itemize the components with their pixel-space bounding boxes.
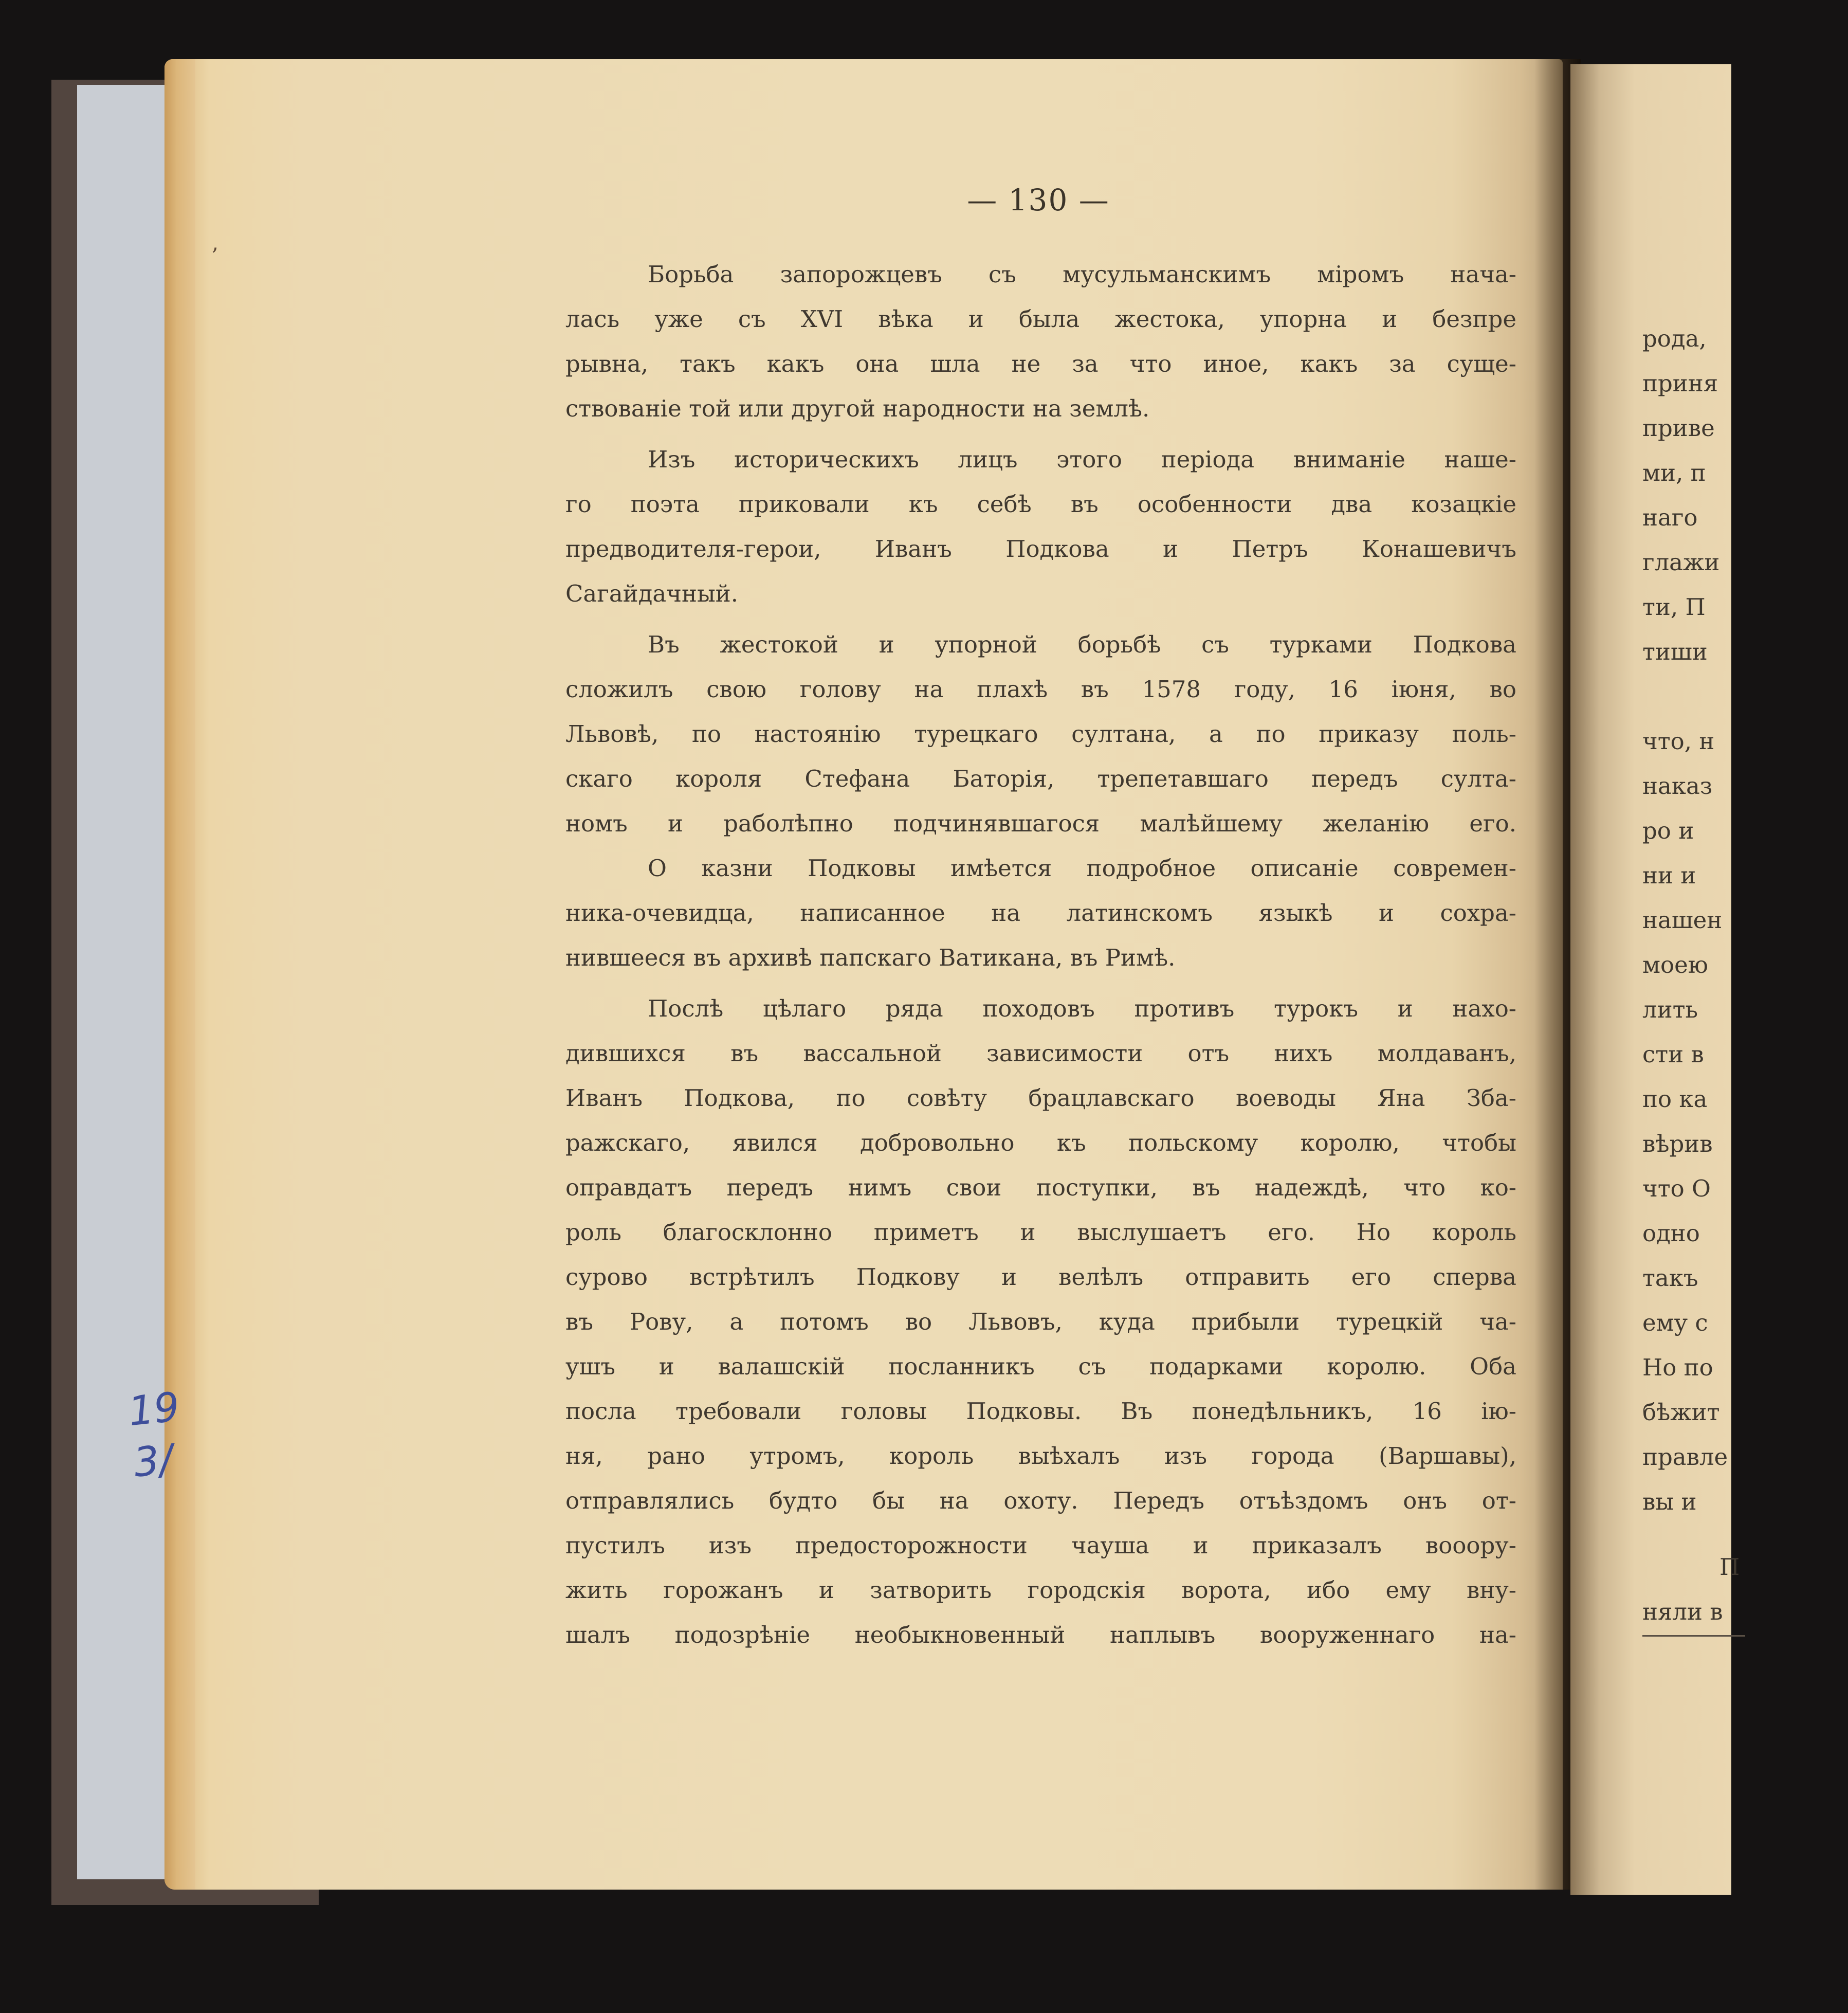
text-line: ствованіе той или другой народности на землѣ.: [565, 395, 1150, 422]
facing-line: по ка: [1642, 1085, 1708, 1113]
text-line: предводителя-герои, Иванъ Подкова и Петръ Конашевичъ: [565, 535, 1516, 563]
text-line: Львовѣ, по настоянію турецкаго султана, а по приказу поль-: [565, 720, 1516, 748]
facing-line: такъ: [1642, 1264, 1698, 1292]
facing-line: ни и: [1642, 862, 1696, 889]
facing-line: одно: [1642, 1220, 1700, 1247]
facing-line: глажи: [1642, 549, 1720, 576]
text-line: рывна, такъ какъ она шла не за что иное, какъ за суще-: [565, 350, 1516, 377]
facing-text: [1642, 316, 1848, 1634]
facing-page: [1570, 64, 1740, 1895]
margin-note-line: 3/: [131, 1436, 175, 1486]
text-line: го поэта приковали къ себѣ въ особенности два козацкіе: [565, 491, 1516, 518]
margin-note-line: 19: [126, 1384, 182, 1436]
facing-line: бѣжит: [1642, 1399, 1720, 1426]
facing-line: вы и: [1642, 1488, 1697, 1515]
facing-line: сти в: [1642, 1041, 1704, 1068]
text-line: въ Рову, а потомъ во Львовъ, куда прибыли турецкій ча-: [565, 1308, 1516, 1335]
facing-line: няли в: [1642, 1598, 1723, 1625]
page-edge: [164, 59, 195, 1890]
text-line: Въ жестокой и упорной борьбѣ съ турками Подкова: [648, 631, 1516, 658]
text-line: роль благосклонно приметъ и выслушаетъ его. Но король: [565, 1219, 1516, 1246]
text-line: лась уже съ XVI вѣка и была жестока, упорна и безпре: [565, 305, 1516, 333]
facing-line: что, н: [1642, 728, 1715, 755]
footnote-rule: [1642, 1635, 1745, 1637]
text-line: жить горожанъ и затворить городскія ворота, ибо ему вну-: [565, 1576, 1516, 1604]
facing-line: ро и: [1642, 817, 1694, 844]
facing-line: наказ: [1642, 772, 1713, 800]
text-line: отправлялись будто бы на охоту. Передъ отъѣздомъ онъ от-: [565, 1487, 1516, 1514]
text-line: шалъ подозрѣніе необыкновенный наплывъ вооруженнаго на-: [565, 1621, 1516, 1648]
facing-line: ми, п: [1642, 459, 1706, 486]
facing-line: вѣрив: [1642, 1130, 1713, 1157]
facing-line: рода,: [1642, 325, 1707, 352]
pencil-mark-icon: ‚: [212, 231, 218, 255]
text-line: ушъ и валашскій посланникъ съ подарками королю. Оба: [565, 1353, 1516, 1380]
text-line: Сагайдачный.: [565, 580, 739, 607]
text-line: ражскаго, явился добровольно къ польскому королю, чтобы: [565, 1129, 1516, 1156]
text-line: О казни Подковы имѣется подробное описаніе современ-: [648, 855, 1516, 882]
text-line: нившееся въ архивѣ папскаго Ватикана, въ Римѣ.: [565, 944, 1176, 971]
facing-line: П: [1719, 1553, 1740, 1581]
text-line: Иванъ Подкова, по совѣту брацлавскаго воеводы Яна Зба-: [565, 1084, 1516, 1112]
text-line: скаго короля Стефана Баторія, трепетавшаго передъ султа-: [565, 765, 1516, 792]
facing-line: нашен: [1642, 906, 1723, 934]
text-column: [565, 252, 1516, 1657]
facing-line: наго: [1642, 504, 1698, 531]
page-number: — 130 —: [967, 183, 1110, 217]
facing-line: ти, П: [1642, 593, 1706, 621]
text-line: номъ и раболѣпно подчинявшагося малѣйшему желанію его.: [565, 810, 1516, 837]
facing-line: правле: [1642, 1443, 1728, 1471]
text-line: Борьба запорожцевъ съ мусульманскимъ міромъ нача-: [648, 261, 1516, 288]
facing-line: моею: [1642, 951, 1708, 978]
text-line: сурово встрѣтилъ Подкову и велѣлъ отправить его сперва: [565, 1263, 1516, 1291]
facing-line: лить: [1642, 996, 1698, 1023]
facing-line: приве: [1642, 414, 1715, 442]
text-line: посла требовали головы Подковы. Въ понедѣльникъ, 16 ію-: [565, 1398, 1516, 1425]
text-line: ня, рано утромъ, король выѣхалъ изъ города (Варшавы),: [565, 1442, 1516, 1470]
text-line: Изъ историческихъ лицъ этого періода вниманіе наше-: [648, 446, 1516, 473]
facing-line: тиши: [1642, 638, 1708, 665]
facing-line: Но по: [1642, 1354, 1713, 1381]
text-line: оправдатъ передъ нимъ свои поступки, въ надеждѣ, что ко-: [565, 1174, 1516, 1201]
text-line: пустилъ изъ предосторожности чауша и приказалъ вооору-: [565, 1532, 1516, 1559]
text-line: дившихся въ вассальной зависимости отъ нихъ молдаванъ,: [565, 1040, 1516, 1067]
facing-line: что О: [1642, 1175, 1711, 1202]
text-line: Послѣ цѣлаго ряда походовъ противъ турокъ и нахо-: [648, 995, 1516, 1022]
facing-line: ему с: [1642, 1309, 1708, 1336]
facing-line: приня: [1642, 370, 1718, 397]
text-line: ника-очевидца, написанное на латинскомъ языкѣ и сохра-: [565, 899, 1516, 927]
text-line: сложилъ свою голову на плахѣ въ 1578 году, 16 іюня, во: [565, 676, 1516, 703]
handwritten-margin-note: [126, 1380, 198, 1489]
